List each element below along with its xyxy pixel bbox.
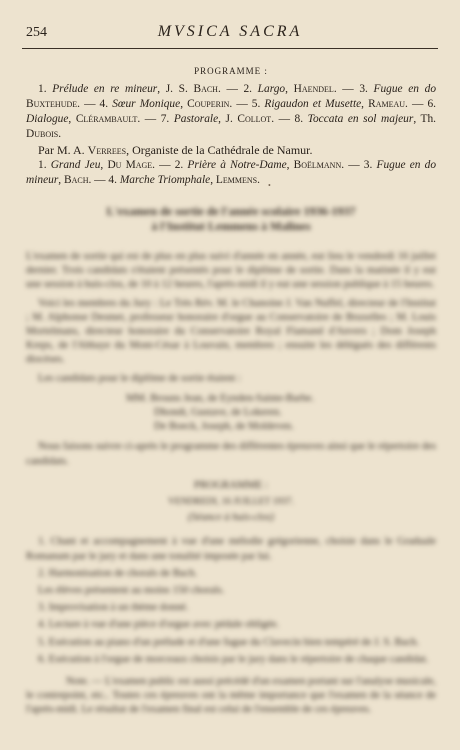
program-session: (Séance à huis-clos) [188,512,274,524]
text-run: . — 3. [341,159,377,171]
article-paragraph: Voici les membres du Jury : Le Très Rév. M. le Chanoine J. Van Nuffel, directeur de l'Institut ; M. Alphonse Desmet, professeur honoraire d'orgue au Conservatoire de Bruxelles ; M. Louis Mortelmans, directeur honoraire du Conservatoire Royal Flamand d'Anvers ; Dom Joseph Kreps, de l'Abbaye du Mont-César à Louvain, membres ; ensuite les délégués des différents diocèses. [26,297,436,366]
italic-run: Toccata en sol majeur [307,113,414,125]
italic-run: Rigaudon et Musette [264,98,362,110]
text-run: . — 6. [405,98,436,110]
italic-run: Fugue en do [373,83,437,95]
text-run: , [180,98,188,110]
program-heading: PROGRAMME : [194,479,268,491]
text-run: . [257,174,260,186]
text-run: . — 7. [137,113,174,125]
composer-name: Bach [193,83,218,95]
composer-name: Couperin [187,98,230,110]
performer-line [26,143,436,158]
text-run: . — 4. [88,174,120,186]
text-run: , Th. [413,113,437,125]
text-run: . [58,128,62,140]
composer-name: Dubois [26,128,59,140]
article-note: Note. — L'examen public est aussi précédé d'un examen portant sur l'analyse musicale, le contrepoint, etc.. Toutes ces épreuves ont la même importance que l'examen de la séance de l'après-midi. Le résultat de l'examen final est celui de l'ensemble de ces épreuves. [26,676,436,716]
text-run: . — 4. [77,98,113,110]
italic-run: Prélude en re mineur [52,83,158,95]
composer-name: Bach [63,174,89,186]
italic-run: Pastorale [173,113,219,125]
composer-name: Clérambault [75,113,138,125]
text-run: 1. [38,159,51,171]
text-run: 1. [38,83,53,95]
candidate: MM. Brouns Jean, de Eynden-Sainte-Barbe. [126,392,314,404]
italic-run: Grand Jeu [50,159,101,171]
text-run: , [361,98,369,110]
page-number: 254 [26,25,47,40]
text-run: , [285,83,294,95]
composer-name: Haendel [293,83,334,95]
article-blurred [26,204,436,718]
composer-name: Verrees [87,143,127,157]
programme-heading: PROGRAMME : [194,66,268,76]
program-date: VENDREDI, 16 JUILLET 1937. [168,497,294,508]
italic-run: Prière à Notre-Dame [187,159,287,171]
text-run: , [58,174,64,186]
text-run: . — 8. [271,113,308,125]
italic-run: Dialogue [26,113,69,125]
italic-run: Marche Triomphale [119,174,211,186]
text-run: . — 2. [152,159,188,171]
article-paragraph: L'examen de sortie qui est de plus en plus suivi d'année en année, eut lieu le vendredi 16 juillet dernier. Trois candidats s'étaient présentés pour le diplôme de sortie. Dans la matinée il y eut une session à huis-clos, de 10 à 12 heures, l'après-midi il y eut une session publique à 15 heures. [26,251,436,291]
program-item: Les élèves présentent au moins 150 chorals. [38,585,225,597]
text-run: , [68,113,76,125]
composer-name: Rameau [368,98,406,110]
running-title: MVSICA SACRA [157,23,303,40]
separator-dot: • [268,181,271,190]
program-item: 6. Exécution à l'orgue de morceaux choisis par le jury dans le répertoire de chaque candidat. [38,653,429,665]
composer-name: Lemmens [215,174,258,186]
article-title-line-1: L'examen de sortie de l'année scolaire 1936-1937 [106,204,356,218]
text-run: , [286,159,294,171]
text-run: . — 2. [217,83,258,95]
programme-list-2 [26,158,436,188]
text-run: , [100,159,108,171]
article-paragraph: Les candidats pour le diplôme de sortie étaient : [38,372,241,384]
composer-name: Collot [237,113,272,125]
program-item: 3. Improvisation à un thème donné. [38,602,189,614]
text-run: Par M. A. [38,143,88,157]
italic-run: Fugue en do mineur [26,159,437,186]
composer-name: Du Mage [107,159,153,171]
text-run: , [210,174,216,186]
candidate-list [126,392,436,435]
text-run: . — 3. [333,83,374,95]
programme-list [26,82,436,142]
candidate: Dhondt, Gustave, de Lokeren. [154,407,282,419]
article-paragraph: Nous faisons suivre ci-après le programme des différentes épreuves ainsi que le répertoire des candidats. [26,441,436,467]
text-run: . — 5. [229,98,265,110]
article-title-line-2: à l'Institut Lemmens à Malines [151,219,311,233]
text-run: , Organiste de la Cathédrale de Namur. [126,143,313,157]
candidate: De Boeck, Joseph, de Moldeven. [154,421,294,433]
concert-programme [26,64,436,188]
program-item: 5. Exécution au piano d'un prélude et d'une fugue du Clavecin bien tempéré de J. S. Bach. [38,636,419,648]
composer-name: Buxtehude [26,98,78,110]
italic-run: Sœur Monique [112,98,181,110]
composer-name: Boëlmann [293,159,342,171]
italic-run: Largo [257,83,286,95]
program-item: 4. Lecture à vue d'une pièce d'orgue avec pédale obligée. [38,619,279,631]
text-run: , J. S. [157,83,194,95]
program-item: 2. Harmonisation de chorals de Bach. [38,567,198,579]
page-header [22,20,438,49]
program-item: 1. Chant et accompagnement à vue d'une mélodie grégorienne, choisie dans le Graduale Romanum par le jury et dans une tonalité imposée par lui. [26,536,436,562]
text-run: , J. [218,113,238,125]
